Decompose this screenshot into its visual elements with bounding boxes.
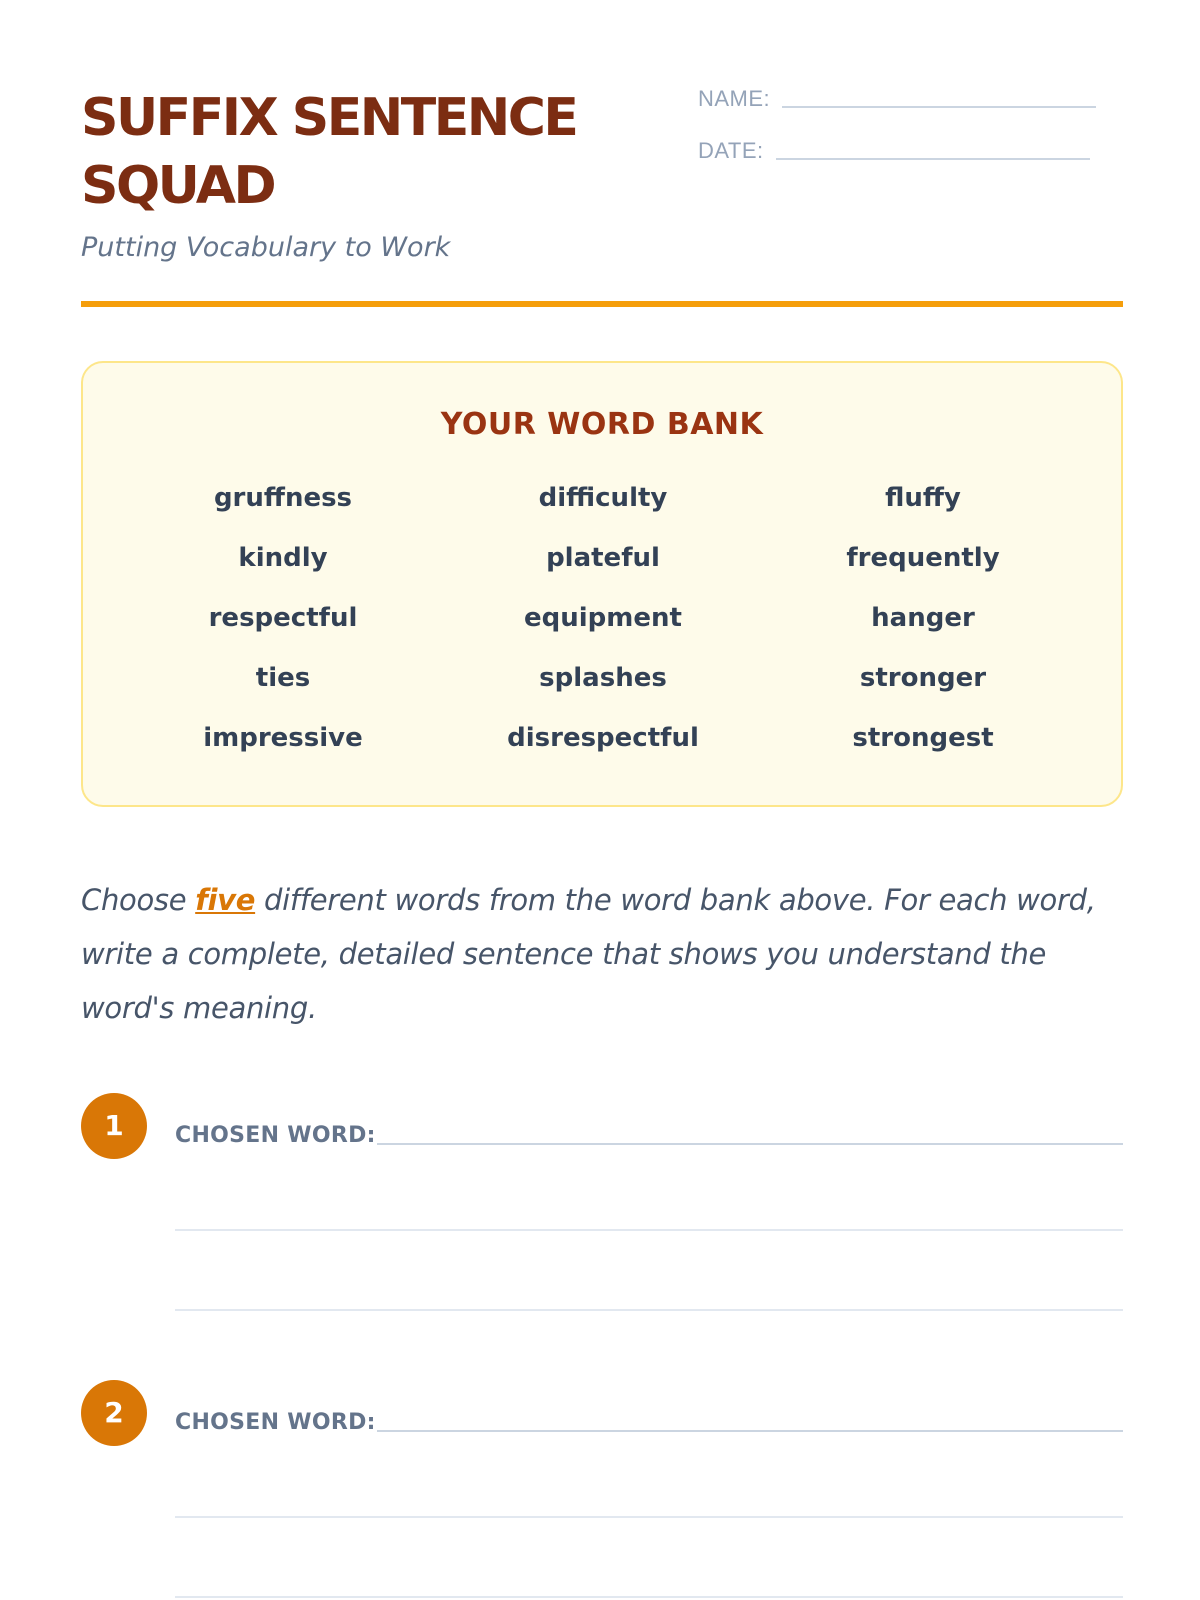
- word-bank-item: strongest: [852, 723, 994, 753]
- date-field[interactable]: [698, 138, 1090, 164]
- worksheet-title: [81, 84, 681, 220]
- word-bank-item: kindly: [238, 543, 328, 573]
- answer-line[interactable]: [175, 1516, 1123, 1518]
- word-bank-item: frequently: [846, 543, 1000, 573]
- question-1: [81, 1093, 1123, 1313]
- word-bank-item: gruffness: [213, 483, 353, 513]
- name-field[interactable]: [698, 86, 1096, 112]
- chosen-word-label: CHOSEN WORD:: [175, 1410, 376, 1435]
- question-number-badge: 2: [81, 1380, 147, 1446]
- chosen-word-line[interactable]: [377, 1430, 1123, 1432]
- instructions-intro: Choose: [81, 883, 196, 917]
- instructions-emphasis: five: [195, 883, 256, 917]
- word-bank-item: plateful: [546, 543, 660, 573]
- word-bank-item: fluffy: [885, 483, 961, 513]
- word-bank-item: impressive: [203, 723, 363, 753]
- title-line-1: SUFFIX SENTENCE: [81, 88, 577, 148]
- name-line[interactable]: [782, 106, 1096, 108]
- word-bank-item: splashes: [539, 663, 667, 693]
- title-block: [81, 84, 681, 263]
- word-bank-title: YOUR WORD BANK: [440, 407, 764, 442]
- name-label: NAME:: [698, 86, 771, 111]
- word-bank-item: disrespectful: [507, 723, 699, 753]
- date-label: DATE:: [698, 138, 764, 163]
- header-divider: [81, 301, 1123, 307]
- word-bank-item: stronger: [859, 663, 987, 693]
- word-bank-item: hanger: [871, 603, 975, 633]
- word-bank: [81, 361, 1123, 807]
- chosen-word-label: CHOSEN WORD:: [175, 1123, 376, 1148]
- instructions: [81, 873, 1131, 1035]
- word-bank-item: equipment: [524, 603, 682, 633]
- answer-line[interactable]: [175, 1309, 1123, 1311]
- answer-line[interactable]: [175, 1229, 1123, 1231]
- title-line-2: SQUAD: [81, 156, 275, 216]
- chosen-word-line[interactable]: [377, 1143, 1123, 1145]
- word-bank-item: ties: [255, 663, 311, 693]
- question-number-badge: 1: [81, 1093, 147, 1159]
- word-bank-grid: [123, 468, 1083, 768]
- worksheet-subtitle: Putting Vocabulary to Work: [81, 232, 451, 263]
- word-bank-item: respectful: [208, 603, 358, 633]
- word-bank-item: difficulty: [538, 483, 668, 513]
- instructions-body: different words from the word bank above. For each word, write a complete, detailed sentence that shows you understand the word's meaning.: [81, 883, 1096, 1025]
- question-2: [81, 1380, 1123, 1600]
- answer-line[interactable]: [175, 1596, 1123, 1598]
- date-line[interactable]: [776, 158, 1090, 160]
